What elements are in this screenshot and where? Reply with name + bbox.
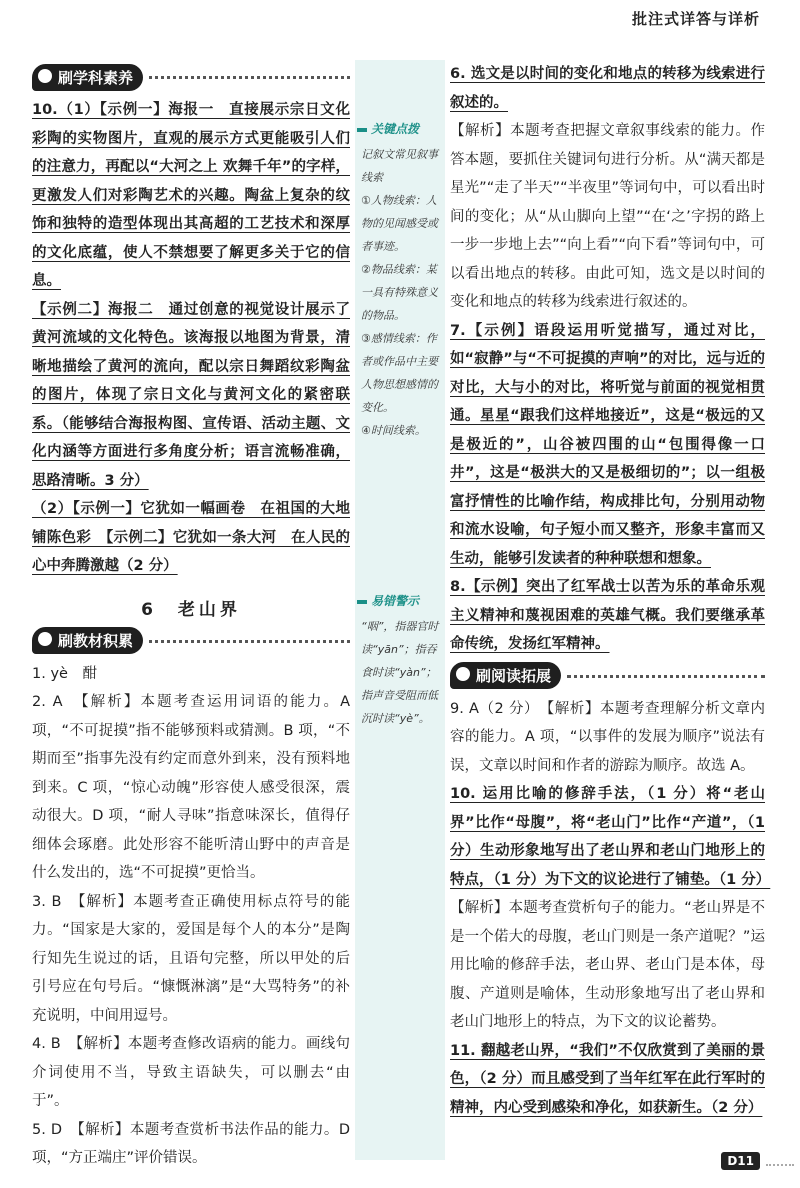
divider bbox=[149, 75, 350, 79]
answer-5: 5. D 【解析】本题考查赏析书法作品的能力。D 项，“方正端庄”评价错误。 bbox=[32, 1121, 350, 1166]
answer-1: 1. yè 酣 bbox=[32, 665, 97, 682]
answer-6: 6. 选文是以时间的变化和地点的转移为线索进行叙述的。 bbox=[450, 66, 765, 111]
answer-6-analysis: 【解析】本题考查把握文章叙事线索的能力。作答本题，要抓住关键词句进行分析。从“满天都是星光”“走了半天”“半夜里”等词句中，可以看出时间的变化；从“从山脚向上望”“在‘之’字拐的路上一步一步地上去”“向上看”“向下看”等词句中，可以看出地点的转移。由此可知，选文是以时间的变化和地点的转移为线索进行叙述的。 bbox=[450, 123, 765, 310]
answer-9: 9. A（2 分） 【解析】本题考查理解分析文章内容的能力。A 项，“以事件的发展为顺序”说法有误，文章以时间和作者的游踪为顺序。故选 A。 bbox=[450, 700, 765, 774]
lesson-title: 6 老山界 bbox=[141, 599, 241, 620]
side-notes bbox=[355, 60, 445, 1160]
note-key-points: 记叙文常见叙事线索 ①人物线索：人物的见闻感受或者事迹。 ②物品线索：某一具有特殊意义的物品。 ③感情线索：作者或作品中主要人物思想感情的变化。 ④时间线索。 bbox=[361, 148, 438, 437]
section-badge: 刷阅读拓展 bbox=[450, 662, 561, 689]
page-header: 批注式详答与详析 bbox=[631, 10, 760, 28]
answer-4: 4. B 【解析】本题考查修改语病的能力。画线句介词使用不当，导致主语缺失，可以删去“由于”。 bbox=[32, 1036, 350, 1109]
answer-10-part3: （2）【示例一】它犹如一幅画卷 在祖国的大地铺陈色彩 【示例二】它犹如一条大河 在人民的心中奔腾激越（2 分） bbox=[32, 501, 350, 574]
section-header-textbook bbox=[32, 626, 350, 656]
answer-10-analysis: 【解析】本题考查赏析句子的能力。“老山界是不是一个偌大的母腹，老山门则是一条产道呢？”运用比喻的修辞手法，老山界、老山门是本体，母腹、产道则是喻体，生动形象地写出了老山界和老山门地形上的特点，为下文的议论蓄势。 bbox=[450, 900, 765, 1030]
note-warning: “咽”，指器官时读“yān”；指吞食时读“yàn”；指声音受阻而低沉时读“yè”。 bbox=[361, 620, 439, 725]
answer-10: 10. 运用比喻的修辞手法，（1 分）将“老山界”比作“母腹”，将“老山门”比作“产道”，（1 分）生动形象地写出了老山界和老山门地形上的特点，（1 分）为下文的议论进行了铺垫。（1 分） bbox=[450, 786, 771, 888]
answer-10-part2: 【示例二】海报二 通过创意的视觉设计展示了黄河流域的文化特色。该海报以地图为背景，清晰地描绘了黄河的流向，配以宗日舞蹈纹彩陶盆的图片，体现了宗日文化与黄河文化的紧密联系。（能够结合海报构图、宣传语、活动主题、文化内涵等方面进行多角度分析；语言流畅准确，思路清晰。3 分） bbox=[32, 301, 350, 489]
page-number: D11 bbox=[721, 1152, 760, 1170]
answer-11: 11. 翻越老山界，“我们”不仅欣赏到了美丽的景色，（2 分）而且感受到了当年红军在此行军时的精神，内心受到感染和净化，如获新生。（2 分） bbox=[450, 1042, 765, 1116]
page-dots bbox=[766, 1164, 794, 1166]
left-column bbox=[32, 60, 350, 1173]
answer-3: 3. B 【解析】本题考查正确使用标点符号的能力。“国家是大家的，爱国是每个人的本分”是陶行知先生说过的话，且语句完整，所以甲处的后引号应在句号后。“慷慨淋漓”是“大骂特务”的补充说明，中间用逗号。 bbox=[32, 893, 350, 1024]
answer-8: 8.【示例】突出了红军战士以苦为乐的革命乐观主义精神和蔑视困难的英雄气概。我们要继承革命传统，发扬红军精神。 bbox=[450, 579, 765, 652]
divider bbox=[149, 639, 350, 643]
section-badge: 刷教材积累 bbox=[32, 627, 143, 654]
note-tag-warning: 易错警示 bbox=[357, 592, 445, 609]
right-column bbox=[450, 60, 771, 1122]
divider bbox=[567, 674, 765, 678]
note-tag-key: 关键点拨 bbox=[357, 120, 445, 137]
section-header-reading bbox=[450, 661, 765, 691]
section-header-subject bbox=[32, 62, 350, 92]
section-badge: 刷学科素养 bbox=[32, 64, 143, 91]
answer-2: 2. A 【解析】本题考查运用词语的能力。A 项，“不可捉摸”指不能够预料或猜测。B 项，“不期而至”指事先没有约定而意外到来，没有预料地到来。C 项，“惊心动魄”形容使人感受很深，震动很大。D 项，“耐人寻味”指意味深长，值得仔细体会琢磨。此处形容不能听清山野中的声音是什么发出的，选“不可捉摸”更恰当。 bbox=[32, 694, 350, 881]
answer-10-part1: 10.（1）【示例一】海报一 直接展示宗日文化彩陶的实物图片，直观的展示方式更能吸引人们的注意力，再配以“大河之上 欢舞千年”的字样，更激发人们对彩陶艺术的兴趣。陶盆上复杂的纹饰和独特的造型体现出其高超的工艺技术和深厚的文化底蕴，使人不禁想要了解更多关于它的信息。 bbox=[32, 102, 350, 289]
answer-7: 7.【示例】语段运用听觉描写，通过对比，如“寂静”与“不可捉摸的声响”的对比，远与近的对比，大与小的对比，将听觉与前面的视觉相贯通。星星“跟我们这样地接近”，这是“极远的又是极近的”，山谷被四围的山“包围得像一口井”，这是“极洪大的又是极细切的”；以一组极富抒情性的比喻作结，构成排比句，分别用动物和流水设喻，句子短小而又整齐，形象丰富而又生动，能够引发读者的种种联想和想象。 bbox=[450, 322, 765, 567]
